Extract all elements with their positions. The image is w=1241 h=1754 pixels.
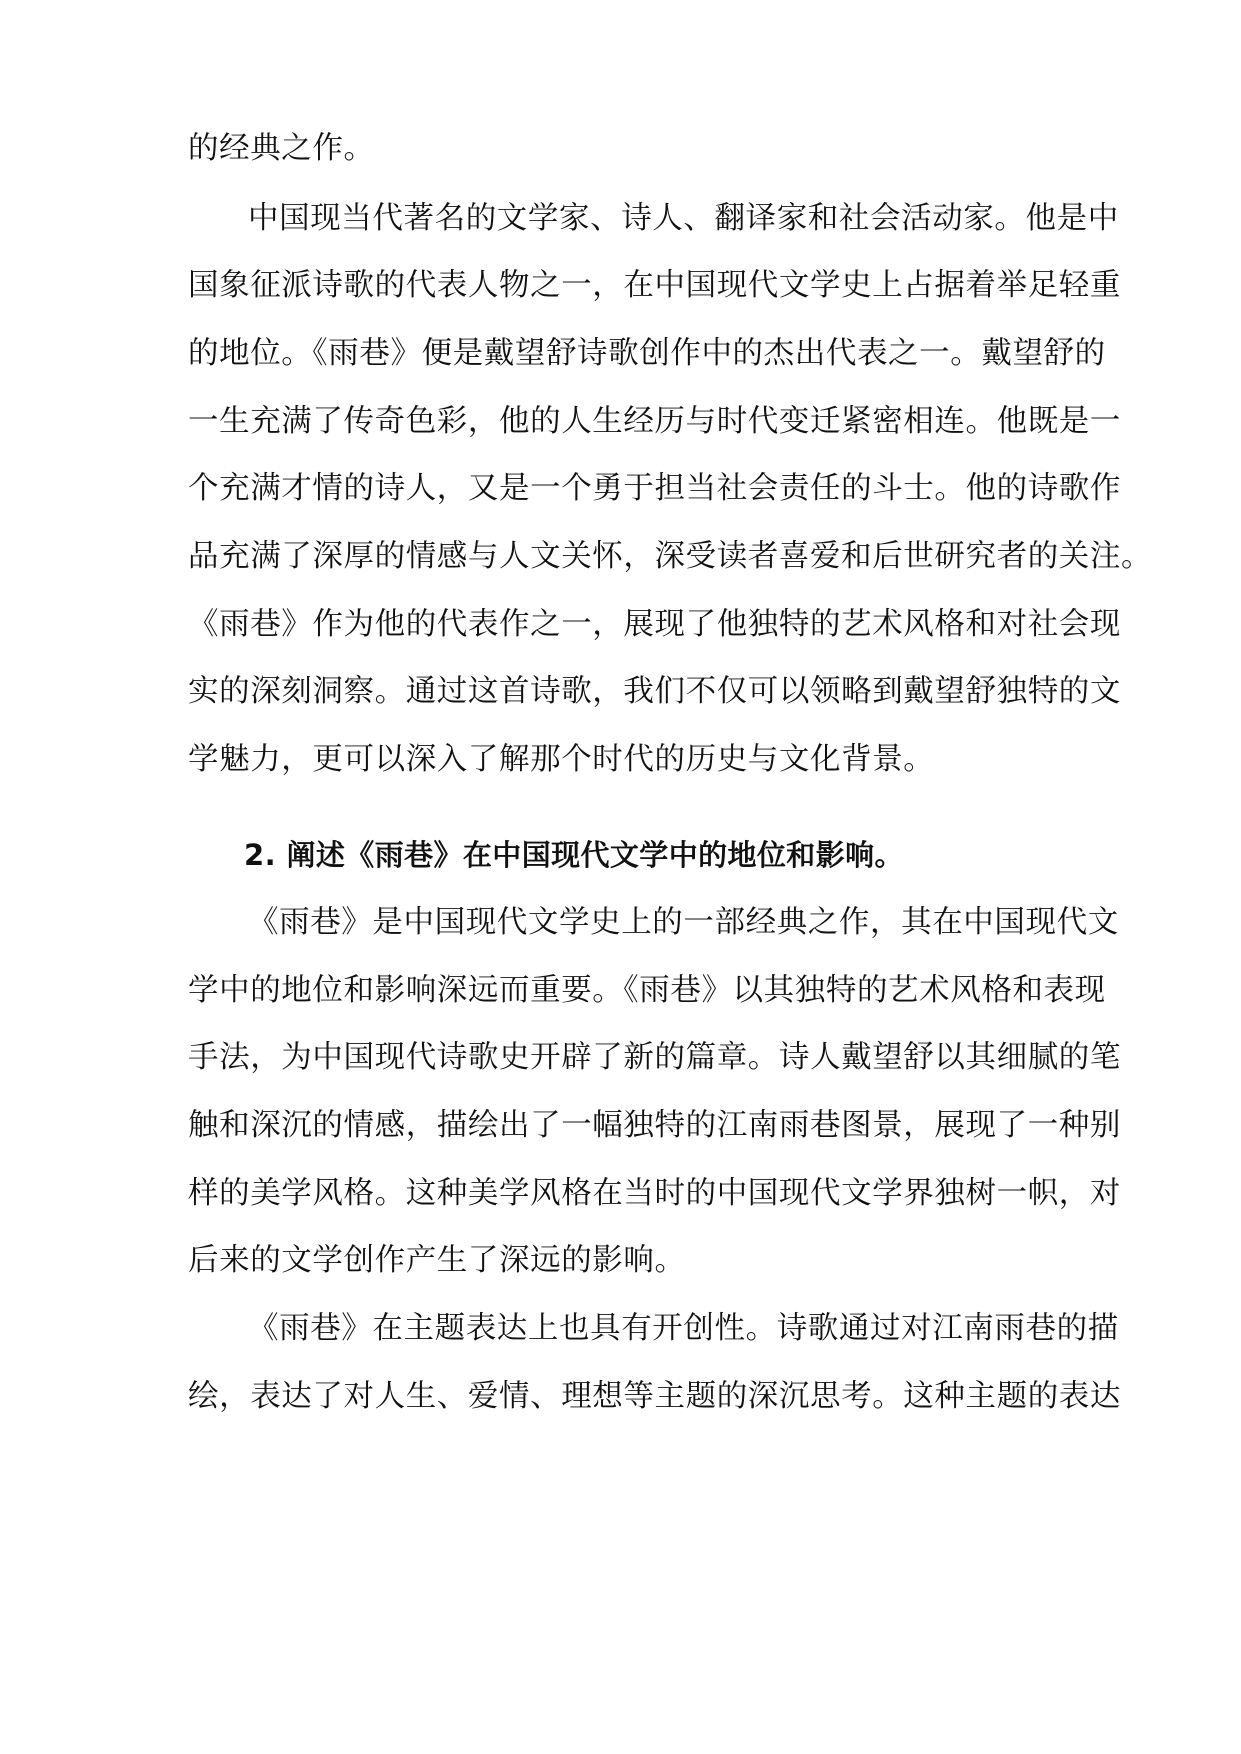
paragraph-line: 后来的文学创作产生了深远的影响。	[188, 1243, 686, 1278]
paragraph-line: 一生充满了传奇色彩，他的人生经历与时代变迁紧密相连。他既是一	[188, 404, 1121, 439]
paragraph-line: 绘，表达了对人生、爱情、理想等主题的深沉思考。这种主题的表达	[188, 1379, 1121, 1414]
paragraph-line: 《雨巷》是中国现代文学史上的一部经典之作，其在中国现代文	[248, 905, 1119, 940]
section-heading: 2. 阐述《雨巷》在中国现代文学中的地位和影响。	[244, 838, 904, 872]
paragraph-line: 国象征派诗歌的代表人物之一，在中国现代文学史上占据着举足轻重	[188, 268, 1121, 303]
paragraph-line: 触和深沉的情感，描绘出了一幅独特的江南雨巷图景，展现了一种别	[188, 1108, 1121, 1143]
paragraph-line: 手法，为中国现代诗歌史开辟了新的篇章。诗人戴望舒以其细腻的笔	[188, 1040, 1121, 1075]
paragraph-line: 的经典之作。	[188, 131, 375, 166]
paragraph-line: 学魅力，更可以深入了解那个时代的历史与文化背景。	[188, 742, 935, 777]
paragraph-line: 个充满才情的诗人，又是一个勇于担当社会责任的斗士。他的诗歌作	[188, 471, 1121, 506]
paragraph-line: 实的深刻洞察。通过这首诗歌，我们不仅可以领略到戴望舒独特的文	[188, 674, 1121, 709]
paragraph-line: 的地位。《雨巷》便是戴望舒诗歌创作中的杰出代表之一。戴望舒的	[188, 336, 1106, 371]
paragraph-line: 《雨巷》在主题表达上也具有开创性。诗歌通过对江南雨巷的描	[248, 1311, 1119, 1346]
paragraph-line: 学中的地位和影响深远而重要。《雨巷》以其独特的艺术风格和表现	[188, 973, 1106, 1008]
paragraph-line: 《雨巷》作为他的代表作之一，展现了他独特的艺术风格和对社会现	[188, 607, 1121, 642]
paragraph-line: 中国现当代著名的文学家、诗人、翻译家和社会活动家。他是中	[248, 201, 1119, 236]
paragraph-line: 样的美学风格。这种美学风格在当时的中国现代文学界独树一帜，对	[188, 1176, 1121, 1211]
paragraph-line: 品充满了深厚的情感与人文关怀，深受读者喜爱和后世研究者的关注。	[188, 539, 1153, 574]
